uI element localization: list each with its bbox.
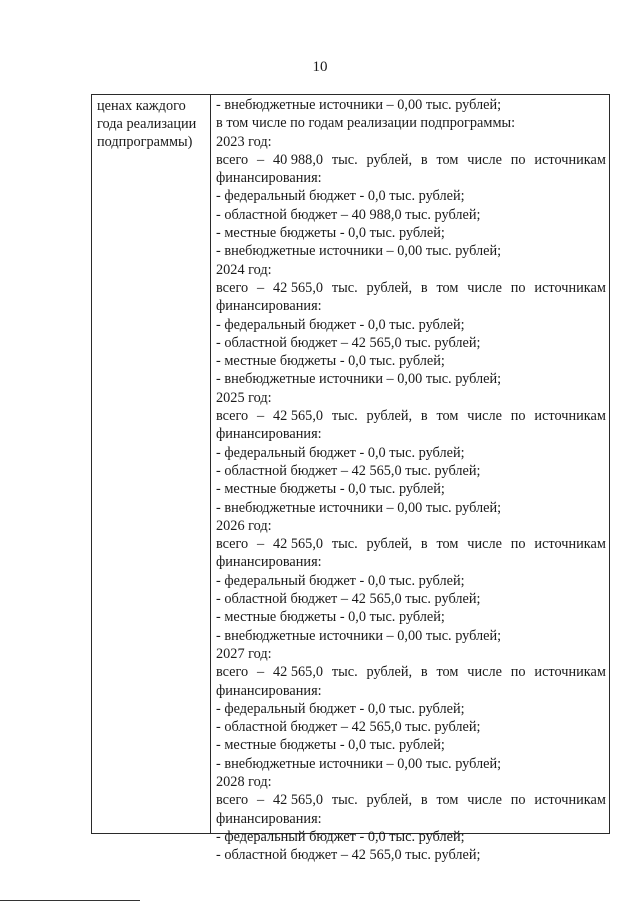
total-word: – — [257, 536, 265, 553]
total-word: том — [436, 408, 459, 425]
source-line-financing: финансирования: — [216, 682, 322, 699]
footnote-rule — [0, 900, 140, 901]
year-heading: 2023 год: — [216, 133, 272, 150]
total-word: 42 565,0 — [273, 664, 324, 681]
total-word: числе — [467, 664, 502, 681]
total-word: рублей, — [366, 279, 413, 296]
total-word: всего — [216, 664, 249, 681]
total-word: – — [257, 408, 265, 425]
page-number: 10 — [312, 59, 328, 75]
total-word: источникам — [534, 664, 606, 681]
table-left-cell — [92, 95, 211, 833]
total-word: – — [257, 792, 265, 809]
total-word: 42 565,0 — [273, 792, 324, 809]
total-word: числе — [467, 151, 502, 168]
source-line-financing: финансирования: — [216, 170, 322, 187]
year-heading: 2026 год: — [216, 517, 272, 534]
total-word: 42 565,0 — [273, 536, 324, 553]
left-cell-line: года реализации — [97, 116, 197, 133]
source-line-financing: финансирования: — [216, 298, 322, 315]
source-line-financing: финансирования: — [216, 554, 322, 571]
total-word: источникам — [534, 536, 606, 553]
total-word: числе — [467, 792, 502, 809]
total-word: всего — [216, 151, 249, 168]
total-word: рублей, — [366, 408, 413, 425]
source-line-local: - местные бюджеты - 0,0 тыс. рублей; — [216, 737, 445, 754]
year-total-line — [216, 279, 606, 297]
total-word: том — [436, 536, 459, 553]
total-word: в — [420, 408, 428, 425]
total-word: по — [510, 792, 526, 809]
total-word: всего — [216, 536, 249, 553]
source-line-extra: - внебюджетные источники – 0,00 тыс. рублей; — [216, 755, 502, 772]
total-word: тыс. — [331, 151, 358, 168]
total-word: тыс. — [331, 792, 358, 809]
source-line-regional: - областной бюджет – 42 565,0 тыс. рублей; — [216, 334, 481, 351]
source-line-local: - местные бюджеты - 0,0 тыс. рублей; — [216, 353, 445, 370]
total-word: рублей, — [366, 664, 413, 681]
source-line-regional: - областной бюджет – 40 988,0 тыс. рублей; — [216, 206, 481, 223]
total-word: источникам — [534, 792, 606, 809]
year-total-line — [216, 791, 606, 809]
total-word: в — [420, 792, 428, 809]
source-line-federal: - федеральный бюджет - 0,0 тыс. рублей; — [216, 316, 465, 333]
total-word: по — [510, 664, 526, 681]
total-word: 40 988,0 — [273, 151, 324, 168]
total-word: в — [420, 664, 428, 681]
source-line-regional: - областной бюджет – 42 565,0 тыс. рублей; — [216, 719, 481, 736]
total-word: числе — [467, 408, 502, 425]
total-word: том — [436, 151, 459, 168]
total-word: источникам — [534, 151, 606, 168]
total-word: в — [420, 536, 428, 553]
total-word: тыс. — [331, 664, 358, 681]
intro-line-extra: - внебюджетные источники – 0,00 тыс. рублей; — [216, 97, 502, 113]
total-word: в — [420, 279, 428, 296]
total-word: всего — [216, 279, 249, 296]
total-word: рублей, — [366, 536, 413, 553]
source-line-local: - местные бюджеты - 0,0 тыс. рублей; — [216, 481, 445, 498]
year-heading: 2024 год: — [216, 261, 272, 278]
total-word: по — [510, 408, 526, 425]
source-line-federal: - федеральный бюджет - 0,0 тыс. рублей; — [216, 572, 465, 589]
left-cell-line: подпрограммы) — [97, 134, 193, 151]
left-cell-line: ценах каждого — [97, 98, 186, 114]
source-line-extra: - внебюджетные источники – 0,00 тыс. рублей; — [216, 499, 502, 516]
total-word: 42 565,0 — [273, 279, 324, 296]
total-word: всего — [216, 408, 249, 425]
year-heading: 2027 год: — [216, 645, 272, 662]
total-word: том — [436, 792, 459, 809]
source-line-local: - местные бюджеты - 0,0 тыс. рублей; — [216, 225, 445, 242]
total-word: числе — [467, 536, 502, 553]
total-word: том — [436, 664, 459, 681]
total-word: тыс. — [331, 279, 358, 296]
source-line-federal: - федеральный бюджет - 0,0 тыс. рублей; — [216, 828, 465, 845]
total-word: всего — [216, 792, 249, 809]
source-line-financing: финансирования: — [216, 426, 322, 443]
total-word: числе — [467, 279, 502, 296]
source-line-financing: финансирования: — [216, 810, 322, 827]
table-right-cell — [211, 95, 609, 864]
source-line-federal: - федеральный бюджет - 0,0 тыс. рублей; — [216, 444, 465, 461]
source-line-extra: - внебюджетные источники – 0,00 тыс. рублей; — [216, 627, 502, 644]
year-total-line — [216, 151, 606, 169]
source-line-regional: - областной бюджет – 42 565,0 тыс. рублей; — [216, 847, 481, 864]
total-word: тыс. — [331, 408, 358, 425]
year-heading: 2025 год: — [216, 389, 272, 406]
total-word: в — [420, 151, 428, 168]
total-word: по — [510, 151, 526, 168]
total-word: источникам — [534, 279, 606, 296]
year-total-line — [216, 535, 606, 553]
source-line-local: - местные бюджеты - 0,0 тыс. рублей; — [216, 609, 445, 626]
total-word: – — [257, 151, 265, 168]
total-word: – — [257, 279, 265, 296]
source-line-regional: - областной бюджет – 42 565,0 тыс. рублей; — [216, 591, 481, 608]
total-word: источникам — [534, 408, 606, 425]
year-total-line — [216, 407, 606, 425]
intro-line-by-years: в том числе по годам реализации подпрограммы: — [216, 115, 516, 132]
source-line-extra: - внебюджетные источники – 0,00 тыс. рублей; — [216, 243, 502, 260]
financing-table — [91, 94, 610, 864]
source-line-federal: - федеральный бюджет - 0,0 тыс. рублей; — [216, 188, 465, 205]
source-line-regional: - областной бюджет – 42 565,0 тыс. рублей; — [216, 462, 481, 479]
source-line-federal: - федеральный бюджет - 0,0 тыс. рублей; — [216, 700, 465, 717]
source-line-extra: - внебюджетные источники – 0,00 тыс. рублей; — [216, 371, 502, 388]
total-word: тыс. — [331, 536, 358, 553]
year-heading: 2028 год: — [216, 773, 272, 790]
total-word: рублей, — [366, 151, 413, 168]
total-word: том — [436, 279, 459, 296]
total-word: по — [510, 279, 526, 296]
total-word: – — [257, 664, 265, 681]
year-total-line — [216, 663, 606, 681]
total-word: рублей, — [366, 792, 413, 809]
total-word: 42 565,0 — [273, 408, 324, 425]
total-word: по — [510, 536, 526, 553]
